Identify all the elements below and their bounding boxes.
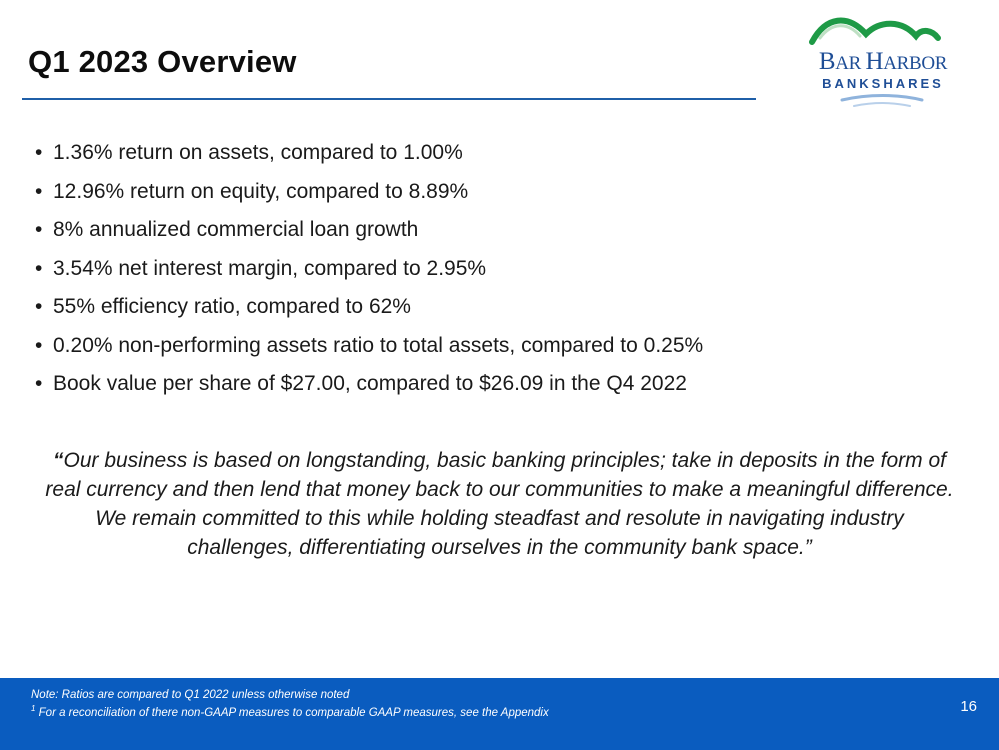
footer-note-line2: $^1$ For a reconciliation of there non-GAAP measures to comparable GAAP measures, see the Appendix	[31, 704, 549, 719]
bar-harbor-logo	[798, 12, 968, 112]
list-item: • Book value per share of $27.00, compared to $26.09 in the Q4 2022	[35, 372, 687, 395]
list-item: • 55% efficiency ratio, compared to 62%	[35, 295, 411, 318]
list-item: • 1.36% return on assets, compared to 1.00%	[35, 141, 463, 164]
logo-subtitle: BANKSHARES	[822, 76, 944, 91]
footer-note-line1: Note: Ratios are compared to Q1 2022 unless otherwise noted	[31, 689, 350, 701]
title-divider	[22, 98, 756, 100]
page-number: 16	[960, 698, 977, 715]
footer-note	[31, 688, 549, 720]
list-item: • 3.54% net interest margin, compared to 2.95%	[35, 256, 487, 280]
list-item: • 0.20% non-performing assets ratio to total assets, compared to 0.25%	[35, 333, 704, 357]
executive-quote: “Our business is based on longstanding, basic banking principles; take in deposits in the form of real currency and then lend that money back to our communities to make a meaningful difference. We remain committed to this while holding steadfast and resolute in navigating industry challenges, differentiating ourselves in the community bank space.”	[45, 449, 954, 559]
list-item: • 12.96% return on equity, compared to 8.89%	[35, 179, 469, 203]
slide-title: Q1 2023 Overview	[28, 44, 297, 79]
highlights-list	[35, 134, 703, 404]
logo-wordmark: BAR HARBOR	[818, 48, 948, 75]
footer-bar	[0, 678, 999, 750]
list-item: • 8% annualized commercial loan growth	[35, 218, 419, 241]
